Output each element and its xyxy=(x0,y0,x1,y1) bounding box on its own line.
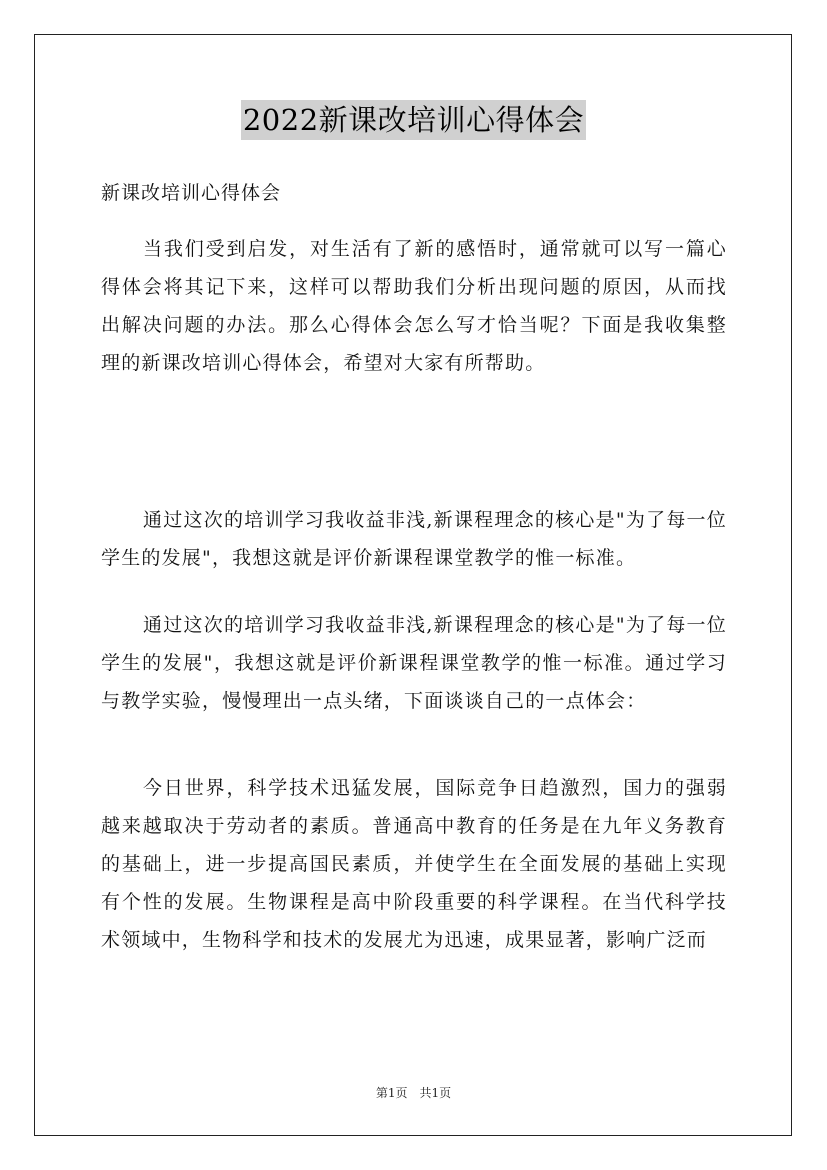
paragraph-4: 今日世界，科学技术迅猛发展，国际竞争日趋激烈，国力的强弱越来越取决于劳动者的素质。普通高中教育的任务是在九年义务教育的基础上，进一步提高国民素质，并使学生在全面发展的基础上实现有个性的发展。生物课程是高中阶段重要的科学课程。在当代科学技术领域中，生物科学和技术的发展尤为迅速，成果显著，影响广泛而 xyxy=(101,777,727,951)
page-number-footer: 第1页 共1页 xyxy=(375,1086,452,1100)
paragraph-2: 通过这次的培训学习我收益非浅,新课程理念的核心是"为了每一位学生的发展"，我想这就是评价新课程课堂教学的惟一标准。 xyxy=(101,509,727,569)
paragraph-3: 通过这次的培训学习我收益非浅,新课程理念的核心是"为了每一位学生的发展"，我想这就是评价新课程课堂教学的惟一标准。通过学习与教学实验，慢慢理出一点头绪，下面谈谈自己的一点体会： xyxy=(101,614,727,712)
title-container xyxy=(0,100,827,140)
document-subtitle: 新课改培训心得体会 xyxy=(101,182,282,204)
document-title: 2022新课改培训心得体会 xyxy=(241,100,586,140)
paragraph-intro: 当我们受到启发，对生活有了新的感悟时，通常就可以写一篇心得体会将其记下来，这样可以帮助我们分析出现问题的原因，从而找出解决问题的办法。那么心得体会怎么写才恰当呢？下面是我收集整理的新课改培训心得体会，希望对大家有所帮助。 xyxy=(101,238,727,374)
